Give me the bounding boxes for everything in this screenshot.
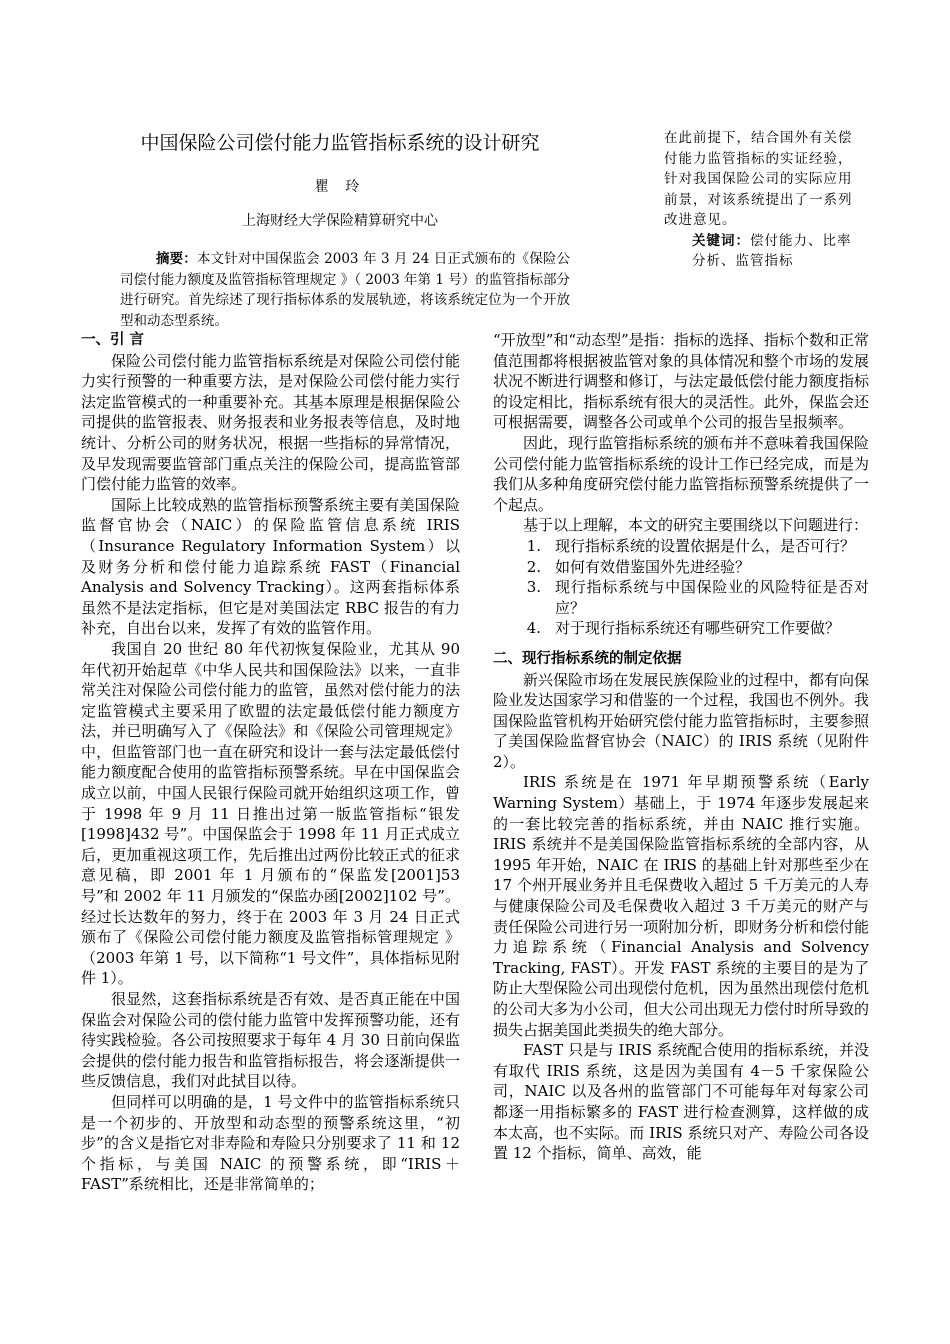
list-number: 1. [526, 536, 541, 555]
list-text: 对于现行指标系统还有哪些研究工作要做？ [555, 619, 841, 638]
abstract-continued-text: 在此前提下，结合国外有关偿付能力监管指标的实证经验，针对我国保险公司的实际应用前景，对该系统提出了一系列改进意见。 [664, 130, 853, 228]
question-list [493, 536, 869, 639]
author-name: 瞿 玲 [314, 179, 366, 195]
paragraph: 很显然，这套指标系统是否有效、是否真正能在中国保监会对保险公司的偿付能力监管中发挥预警功能，还有待实践检验。各公司按照要求于每年 4 月 30 日前向保监会提供的偿付能力报告和监管指标报告，将会逐渐提供一些反馈信息，我们对此拭目以待。 [81, 990, 460, 1091]
paragraph: 我国自 20 世纪 80 年代初恢复保险业，尤其从 90 年代初开始起草《中华人民共和国保险法》以来，一直非常关注对保险公司偿付能力的监管，虽然对偿付能力的法定监管模式主要采用了欧盟的法定最低偿付能力额度方法，并已明确写入了《保险法》和《保险公司管理规定》中，但监管部门也一直在研究和设计一套与法定最低偿付能力额度配合使用的监管指标预警系统。早在中国保监会成立以前，中国人民银行保险司就开始组织这项工作，曾于 1998 年 9 月 11 日推出过第一版监管指标“银发[1998]432 号”。中国保监会于 1998 年 11 月正式成立后，更加重视这项工作，先后推出过两份比较正式的征求意见稿，即 2001 年 1 月颁布的“保监发[2001]53 号”和 2002 年 11 月颁发的“保监办函[2002]102 号”。经过长达数年的努力，终于在 2003 年 3 月 24 日正式颁布了《保险公司偿付能力额度及监管指标管理规定 》（2003 年第 1 号，以下简称“1 号文件”，具体指标见附件 1）。 [81, 639, 460, 988]
list-item [493, 577, 869, 618]
list-item [493, 618, 869, 639]
institution: 上海财经大学保险精算研究中心 [242, 213, 438, 229]
paragraph: 但同样可以明确的是，1 号文件中的监管指标系统只是一个初步的、开放型和动态型的预警系统这里，“初步”的含义是指它对非寿险和寿险只分别要求了 11 和 12 个指标，与美国 NAIC 的预警系统，即“IRIS＋FAST”系统相比，还是非常简单的； [81, 1092, 460, 1194]
list-text: 现行指标系统与中国保险业的风险特征是否对应？ [555, 578, 869, 617]
list-number: 2. [526, 557, 541, 576]
list-text: 现行指标系统的设置依据是什么，是否可行？ [555, 536, 856, 555]
abstract [120, 249, 570, 331]
paragraph: FAST 只是与 IRIS 系统配合使用的指标系统，并没有取代 IRIS 系统，这是因为美国有 4－5 千家保险公司，NAIC 以及各州的监管部门不可能每年对每家公司都逐一用指标繁多的 FAST 进行检查测算，这样做的成本太高，也不实际。而 IRIS 系统只对产、寿险公司各设置 12 个指标，简单、高效，能 [493, 1041, 869, 1163]
paragraph: 新兴保险市场在发展民族保险业的过程中，都有向保险业发达国家学习和借鉴的一个过程，我国也不例外。我国保险监管机构开始研究偿付能力监管指标时，主要参照了美国保险监督官协会（NAIC）的 IRIS 系统（见附件 2）。 [493, 670, 869, 771]
abstract-continued [664, 128, 854, 272]
abstract-label: 摘要： [156, 251, 197, 267]
section-2-heading: 二、现行指标系统的制定依据 [493, 650, 682, 667]
list-number: 3. [526, 578, 541, 597]
abstract-text: 本文针对中国保监会 2003 年 3 月 24 日正式颁布的《保险公司偿付能力额度及监管指标管理规定 》（ 2003 年第 1 号）的监管指标部分进行研究。首先综述了现行指标体系的发展轨迹，将该系统定位为一个开放型和动态型系统。 [120, 251, 571, 329]
keywords-label: 关键词： [692, 232, 750, 249]
section-1-heading: 一、引 言 [81, 332, 145, 348]
paragraph: 基于以上理解，本文的研究主要围绕以下问题进行： [523, 516, 869, 535]
list-number: 4. [526, 619, 541, 638]
column-right [493, 330, 869, 1164]
paragraph: IRIS 系统是在 1971 年早期预警系统（Early Warning System）基础上，于 1974 年逐步发展起来的一套比较完善的指标系统，并由 NAIC 推行实施。IRIS 系统并不是美国保险监管指标系统的全部内容，从 1995 年开始，NAIC 在 IRIS 的基础上针对那些至少在 17 个州开展业务并且毛保费收入超过 5 千万美元的人寿与健康保险公司及毛保费收入超过 3 千万美元的财产与责任保险公司进行另一项附加分析，即财务分析和偿付能力追踪系统（Financial Analysis and Solvency Tracking, FAST）。开发 FAST 系统的主要目的是为了防止大型保险公司出现偿付危机，因为虽然出现偿付危机的公司大多为小公司，但大公司出现无力偿付时所导致的损失占据美国此类损失的绝大部分。 [493, 773, 869, 1039]
paragraph: “开放型”和“动态型”是指：指标的选择、指标个数和正常值范围都将根据被监管对象的具体情况和整个市场的发展状况不断进行调整和修订，与法定最低偿付能力额度指标的设定相比，指标系统有很大的灵活性。此外，保监会还可根据需要，调整各公司或单个公司的报告呈报频率。 [493, 331, 869, 432]
column-left [81, 330, 460, 1195]
list-item [493, 536, 869, 557]
list-item [493, 557, 869, 578]
paragraph: 因此，现行监管指标系统的颁布并不意味着我国保险公司偿付能力监管指标系统的设计工作已经完成，而是为我们从多种角度研究偿付能力监管指标预警系统提供了一个起点。 [493, 433, 869, 514]
paragraph: 保险公司偿付能力监管指标系统是对保险公司偿付能力实行预警的一种重要方法，是对保险公司偿付能力实行法定监管模式的一种重要补充。其基本原理是根据保险公司提供的监管报表、财务报表和业务报表等信息，及时地统计、分析公司的财务状况，根据一些指标的异常情况，及早发现需要监管部门重点关注的保险公司，提高监管部门偿付能力监管的效率。 [81, 351, 460, 494]
paper-title: 中国保险公司偿付能力监管指标系统的设计研究 [140, 132, 540, 154]
list-text: 如何有效借鉴国外先进经验？ [555, 557, 751, 576]
paragraph: 国际上比较成熟的监管指标预警系统主要有美国保险监督官协会（NAIC）的保险监管信息系统 IRIS（Insurance Regulatory Information System）以及财务分析和偿付能力追踪系统 FAST（Financial Analysis and Solvency Tracking）。这两套指标体系虽然不是法定指标，但它是对美国法定 RBC 报告的有力补充，自出台以来，发挥了有效的监管作用。 [81, 495, 460, 638]
keywords [664, 231, 854, 272]
keywords-text: 偿付能力、比率分析、监管指标 [692, 232, 852, 269]
